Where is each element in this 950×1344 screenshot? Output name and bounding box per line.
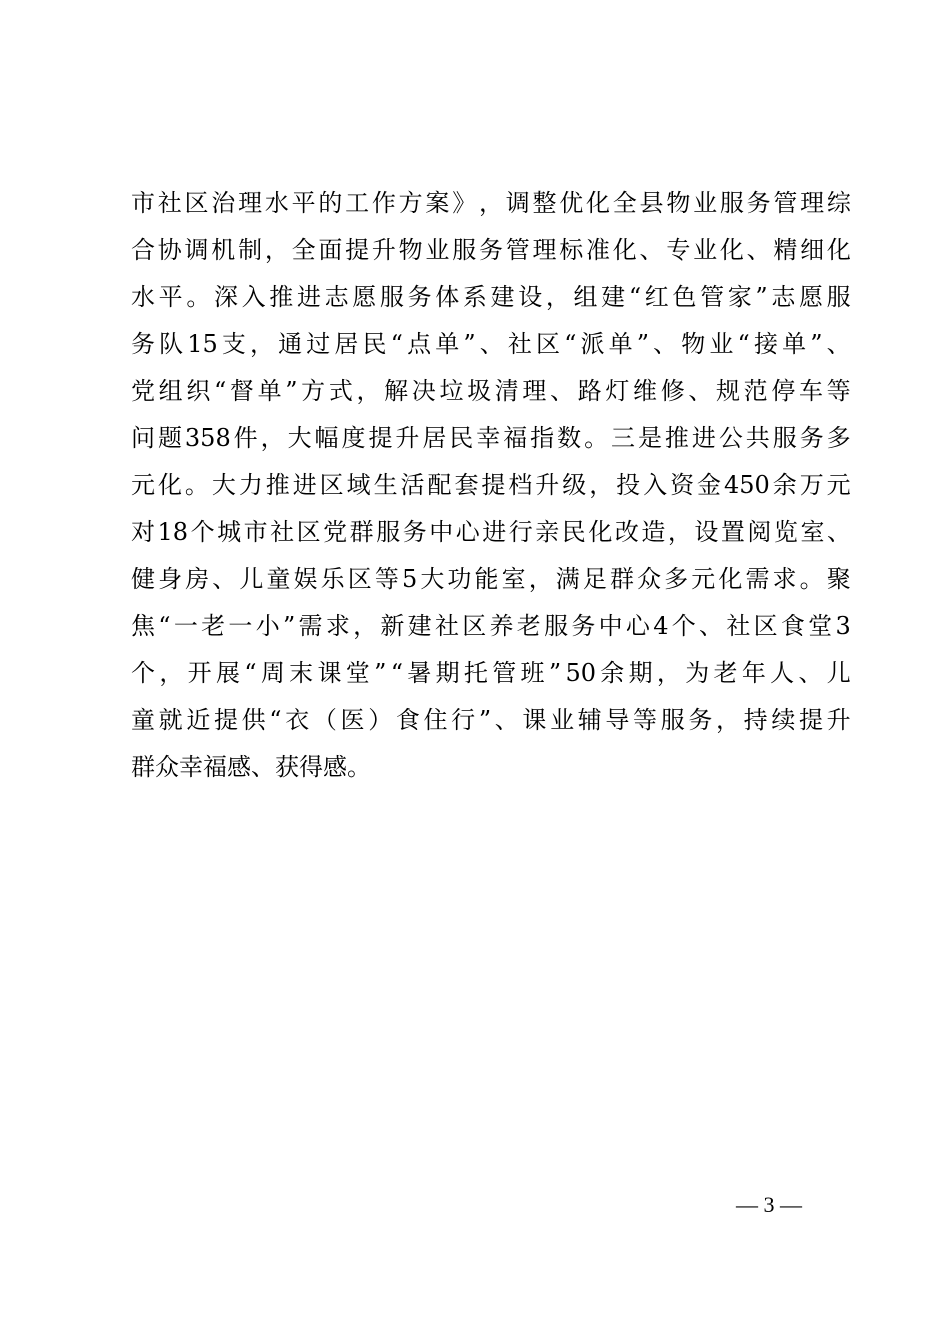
paragraph-line: 合 协 调 机 制 ， 全 面 提 升 物 业 服 务 管 理 标 准 化 、 专 业 化 、 精 细 化: [131, 236, 851, 264]
paragraph-line: 市 社 区 治 理 水 平 的 工 作 方 案 》 ， 调 整 优 化 全 县 物 业 服 务 管 理 综: [131, 189, 851, 217]
paragraph-line: 务 队 15 支 ， 通 过 居 民 “ 点 单 ” 、 社 区 “ 派 单 ” 、 物 业 “ 接 单 ” 、: [131, 330, 851, 358]
page-number: — 3 —: [736, 1192, 802, 1217]
paragraph-line: 个 ， 开 展 “ 周 末 课 堂 ” “ 暑 期 托 管 班 ” 50 余 期 ， 为 老 年 人 、 儿: [131, 659, 851, 687]
paragraph-line: 元 化 。 大 力 推 进 区 域 生 活 配 套 提 档 升 级 ， 投 入 资 金 450 余 万 元: [131, 471, 851, 499]
body-paragraph: [131, 180, 851, 791]
paragraph-line: 水 平 。 深 入 推 进 志 愿 服 务 体 系 建 设 ， 组 建 “ 红 色 管 家 ” 志 愿 服: [131, 283, 851, 311]
paragraph-line: 童 就 近 提 供 “ 衣 （ 医 ） 食 住 行 ” 、 课 业 辅 导 等 服 务 ， 持 续 提 升: [131, 706, 851, 734]
paragraph-line: 党 组 织 “ 督 单 ” 方 式 ， 解 决 垃 圾 清 理 、 路 灯 维 修 、 规 范 停 车 等: [131, 377, 851, 405]
paragraph-line: 群众幸福感、获得感。: [131, 753, 371, 781]
paragraph-line: 问 题 358 件 ， 大 幅 度 提 升 居 民 幸 福 指 数 。 三 是 推 进 公 共 服 务 多: [131, 424, 851, 452]
paragraph-line: 焦 “ 一 老 一 小 ” 需 求 ， 新 建 社 区 养 老 服 务 中 心 4 个 、 社 区 食 堂 3: [131, 612, 851, 640]
paragraph-line: 对 18 个 城 市 社 区 党 群 服 务 中 心 进 行 亲 民 化 改 造 ， 设 置 阅 览 室 、: [131, 518, 851, 546]
paragraph-line: 健 身 房 、 儿 童 娱 乐 区 等 5 大 功 能 室 ， 满 足 群 众 多 元 化 需 求 。 聚: [131, 565, 851, 593]
